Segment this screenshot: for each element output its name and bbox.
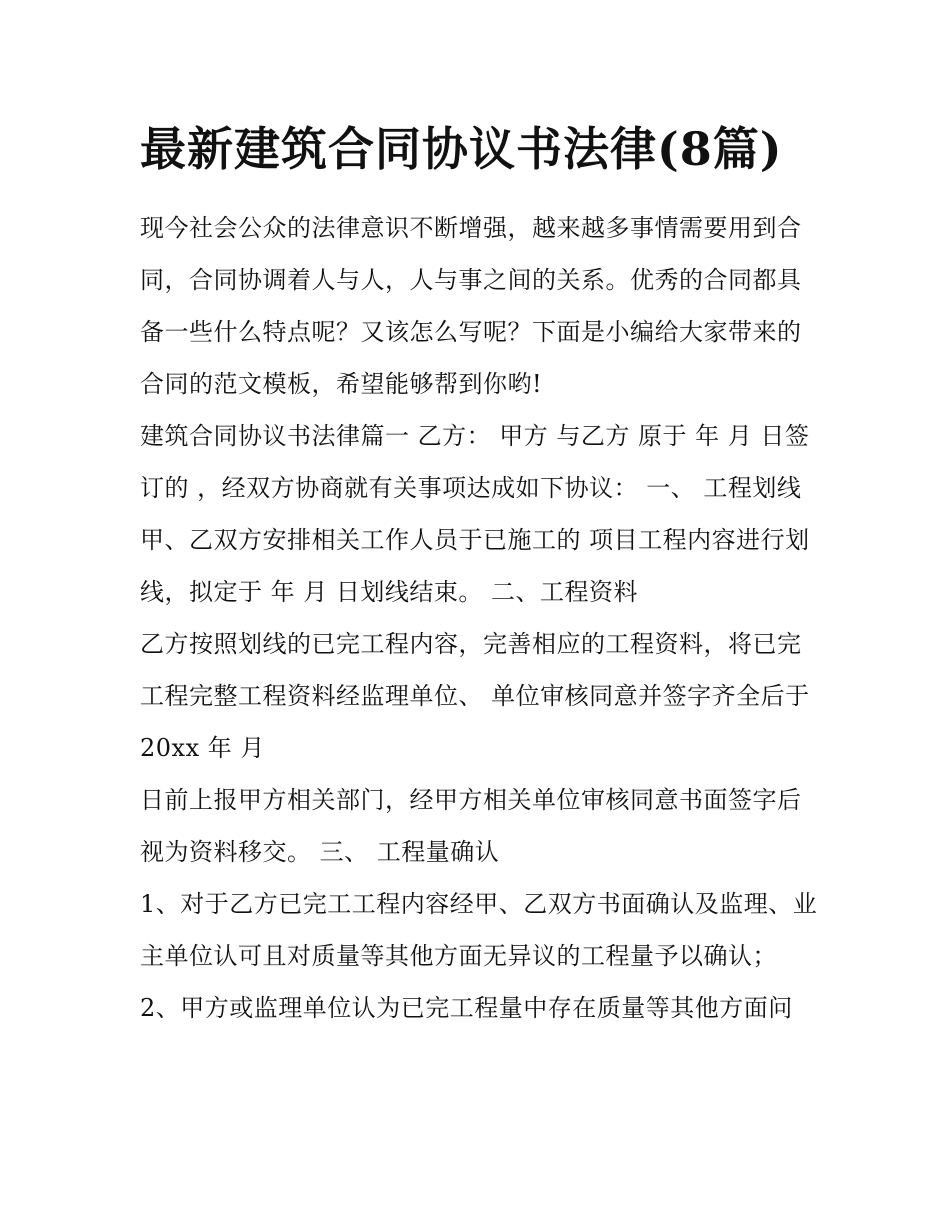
intro-paragraph: 现今社会公众的法律意识不断增强，越来越多事情需要用到合同，合同协调着人与人，人与事之间的关系。优秀的合同都具备一些什么特点呢？又该怎么写呢？下面是小编给大家带来的合同的范文模板，希望能够帮到你哟!	[140, 214, 802, 398]
body-paragraph: 建筑合同协议书法律篇一 乙方： 甲方 与乙方 原于 年 月 日签订的 ，经双方协商就有关事项达成如下协议： 一、 工程划线 甲、乙双方安排相关工作人员于已施工的 项目工程内容进行划线，拟定于 年 月 日划线结束。 二、工程资料	[140, 422, 810, 606]
document-page	[140, 110, 820, 1034]
body-paragraph: 1、对于乙方已完工工程内容经甲、乙双方书面确认及监理、业主单位认可且对质量等其他方面无异议的工程量予以确认；	[140, 890, 818, 970]
body-paragraph: 乙方按照划线的已完工程内容，完善相应的工程资料，将已完工程完整工程资料经监理单位、 单位审核同意并签字齐全后于 20xx 年 月	[140, 630, 810, 762]
body-paragraph: 日前上报甲方相关部门，经甲方相关单位审核同意书面签字后视为资料移交。 三、 工程量确认	[140, 786, 802, 866]
body-paragraph: 2、甲方或监理单位认为已完工程量中存在质量等其他方面问	[140, 994, 793, 1022]
document-title: 最新建筑合同协议书法律(8篇)	[140, 122, 783, 176]
